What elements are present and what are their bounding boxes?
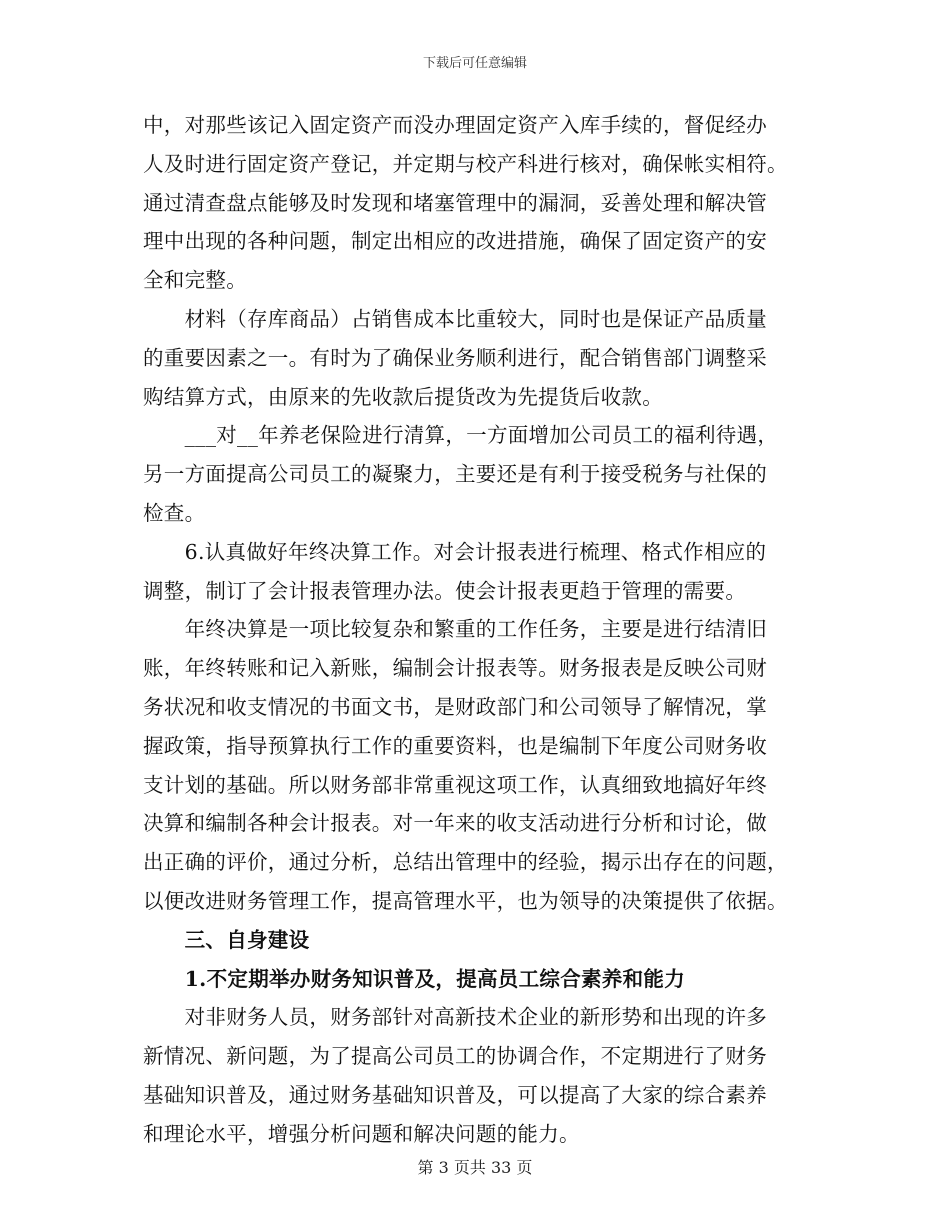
text-line: 1.不定期举办财务知识普及，提高员工综合素养和能力 xyxy=(143,966,685,991)
text-line: 握政策，指导预算执行工作的重要资料，也是编制下年度公司财务收 xyxy=(143,733,767,758)
text-line: 支计划的基础。所以财务部非常重视这项工作，认真细致地搞好年终 xyxy=(143,772,767,797)
text-line: 中，对那些该记入固定资产而没办理固定资产入库手续的，督促经办 xyxy=(143,113,767,137)
paragraph-training xyxy=(143,998,815,1153)
text-line: 6.认真做好年终决算工作。对会计报表进行梳理、格式作相应的 xyxy=(143,539,767,564)
text-line: 检查。 xyxy=(143,500,206,525)
text-line: 理中出现的各种问题，制定出相应的改进措施，确保了固定资产的安 xyxy=(143,229,767,254)
paragraph-materials xyxy=(143,300,815,416)
text-line: 新情况、新问题，为了提高公司员工的协调合作，不定期进行了财务 xyxy=(143,1044,767,1069)
text-line: 出正确的评价，通过分析，总结出管理中的经验，揭示出存在的问题， xyxy=(143,850,788,875)
paragraph-fixed-assets xyxy=(143,106,815,300)
text-line: 人及时进行固定资产登记，并定期与校产科进行核对，确保帐实相符。 xyxy=(143,151,788,176)
section-heading xyxy=(143,921,815,960)
text-line: 年终决算是一项比较复杂和繁重的工作任务，主要是进行结清旧 xyxy=(143,617,767,642)
text-line: 账，年终转账和记入新账，编制会计报表等。财务报表是反映公司财 xyxy=(143,656,767,681)
text-line: 材料（存库商品）占销售成本比重较大，同时也是保证产品质量 xyxy=(143,306,767,331)
text-line: 基础知识普及，通过财务基础知识普及，可以提高了大家的综合素养 xyxy=(143,1082,767,1107)
text-line: 另一方面提高公司员工的凝聚力，主要还是有利于接受税务与社保的 xyxy=(143,462,767,487)
text-line: 的重要因素之一。有时为了确保业务顺利进行，配合销售部门调整采 xyxy=(143,345,767,370)
text-line: 以便改进财务管理工作，提高管理水平，也为领导的决策提供了依据。 xyxy=(143,888,788,913)
paragraph-final-accounts xyxy=(143,610,815,920)
text-line: 购结算方式，由原来的先收款后提货改为先提货后收款。 xyxy=(143,384,663,409)
document-body xyxy=(143,106,815,1154)
text-line: 务状况和收支情况的书面文书，是财政部门和公司领导了解情况，掌 xyxy=(143,694,767,719)
text-line: 全和完整。 xyxy=(143,268,247,293)
text-line: 决算和编制各种会计报表。对一年来的收支活动进行分析和讨论，做 xyxy=(143,811,767,836)
text-line: 三、自身建设 xyxy=(143,927,310,952)
text-line: 调整，制订了会计报表管理办法。使会计报表更趋于管理的需要。 xyxy=(143,578,747,603)
text-line: 通过清查盘点能够及时发现和堵塞管理中的漏洞，妥善处理和解决管 xyxy=(143,190,767,215)
text-line: 对非财务人员，财务部针对高新技术企业的新形势和出现的许多 xyxy=(143,1005,767,1030)
subsection-heading xyxy=(143,960,815,999)
page-number-footer: 第 3 页共 33 页 xyxy=(417,1158,533,1177)
paragraph-year-end-closing xyxy=(143,533,815,611)
paragraph-pension xyxy=(143,416,815,532)
page-header: 下载后可任意编辑 xyxy=(422,56,527,71)
text-line: ___对__年养老保险进行清算，一方面增加公司员工的福利待遇， xyxy=(143,423,779,448)
text-line: 和理论水平，增强分析问题和解决问题的能力。 xyxy=(143,1121,580,1146)
